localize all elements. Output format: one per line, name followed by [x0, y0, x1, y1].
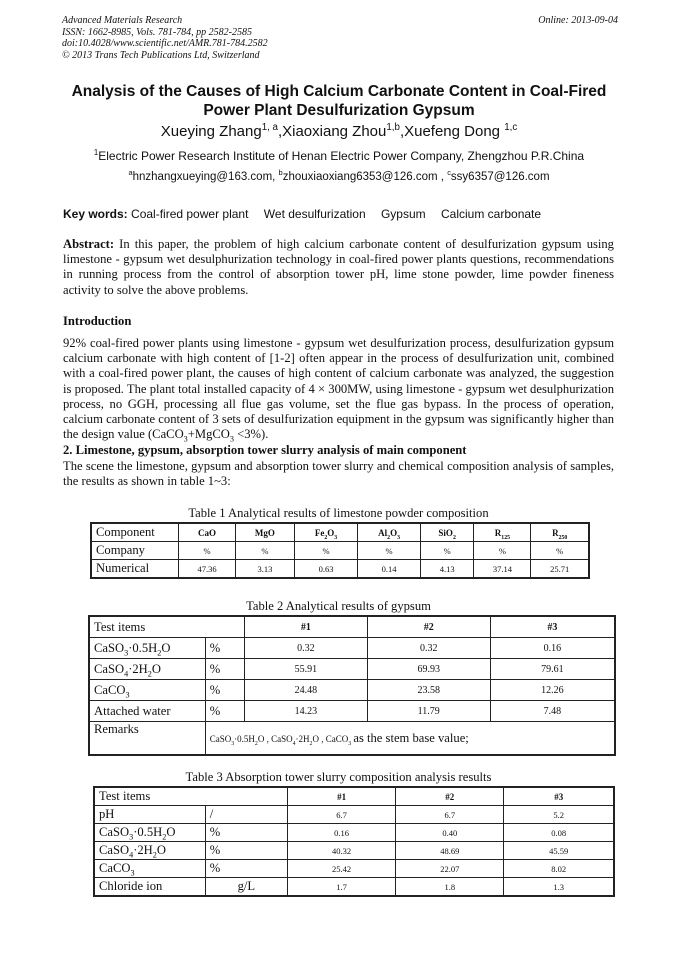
email-link[interactable]: zhouxiaoxiang6353@126.com — [282, 171, 438, 183]
table-cell: % — [474, 542, 531, 560]
table-cell: 6.7 — [288, 806, 396, 824]
remarks-text: as the stem base value; — [353, 730, 469, 745]
row-label: Attached water — [89, 701, 205, 722]
table-cell: $Al_2O_3$ — [358, 523, 421, 542]
table-cell: 23.58 — [367, 680, 490, 701]
row-label: $CaSO_3\cdot 0.5H_2O$ — [94, 824, 205, 842]
remarks-cell: $CaSO_3\cdot 0.5H_2O$ , $CaSO_4\cdot 2H_2O$ , CaCO$_3$ as the stem base value; — [205, 722, 615, 756]
row-label: Numerical — [91, 560, 179, 579]
table-1-caption: Table 1 Analytical results of limestone powder composition — [188, 506, 489, 520]
table-cell: 79.61 — [490, 659, 615, 680]
table-cell: 7.48 — [490, 701, 615, 722]
email-list: $^a$hnzhangxueying@163.com, $^b$zhouxiaoxiang6353@126.com , $^c$ssy6357@126.com — [128, 168, 550, 183]
email-sup: b — [278, 168, 283, 178]
unit-cell: % — [205, 701, 244, 722]
row-label: pH — [94, 806, 205, 824]
unit-cell: % — [205, 860, 287, 878]
abstract — [63, 237, 614, 298]
row-label: CaCO$_3$ — [94, 860, 205, 878]
table-cell: 48.69 — [396, 842, 504, 860]
unit-cell: % — [205, 680, 244, 701]
table-cell: MgO — [236, 523, 295, 542]
email-sup: a — [128, 168, 133, 178]
column-header: Test items — [89, 616, 245, 638]
unit-cell: % — [205, 824, 287, 842]
table-cell: % — [236, 542, 295, 560]
introduction-tail: <3%). — [237, 427, 269, 442]
author-name: Xueying Zhang — [160, 123, 262, 140]
affiliation-sup: 1 — [93, 148, 99, 157]
keyword: Coal-fired power plant — [131, 207, 249, 221]
row-label: $CaSO_4\cdot 2H_2O$ — [89, 659, 205, 680]
table-cell: 4.13 — [420, 560, 474, 579]
unit-cell: % — [205, 638, 244, 659]
table-row — [94, 806, 614, 824]
row-label: CaCO$_3$ — [89, 680, 205, 701]
introduction-text: 92% coal-fired power plants using limestone - gypsum wet desulfurization process, desulfurization gypsum calcium carbonate with high content of [1-2] often appear in the process of desulfurization unit, combined with a coal-fired power plant, the causes of high content of calcium carbonate was analyzed, the suggestion is proposed. The plant total installed capacity of 4 × 300MW, using limestone - gypsum wet desulphurization process, no GGH, processing all flue gas volume, set the flue gas bypass. In the process of operation, calcium carbonate content of 3 sets of desulfurization equipment in the gypsum was significantly higher than the design value (CaCO — [63, 336, 614, 442]
section-heading-introduction: Introduction — [63, 314, 132, 328]
table-2-caption: Table 2 Analytical results of gypsum — [246, 599, 431, 613]
affiliation — [40, 149, 638, 164]
table-cell: 22.07 — [396, 860, 504, 878]
author-name: Xiaoxiang Zhou — [282, 123, 387, 140]
affiliation-text: Electric Power Research Institute of Henan Electric Power Company, Zhengzhou P.R.China — [98, 149, 585, 163]
table-cell: 0.32 — [367, 638, 490, 659]
table-cell: % — [179, 542, 236, 560]
table-cell: 24.48 — [245, 680, 368, 701]
table-cell: 37.14 — [474, 560, 531, 579]
keyword: Gypsum — [380, 207, 426, 221]
table-3 — [93, 786, 615, 897]
column-header: #1 — [245, 616, 368, 638]
table-cell: 0.63 — [294, 560, 358, 579]
title-line-1: Analysis of the Causes of High Calcium Carbonate Content in Coal-Fired — [71, 83, 607, 100]
row-label: $CaSO_3\cdot 0.5H_2O$ — [89, 638, 205, 659]
table-cell: $R_{250}$ — [531, 523, 589, 542]
author-list: Xueying Zhang$^{1, a}$,Xiaoxiang Zhou$^{1,b}$,Xuefeng Dong $^{1,c}$ — [160, 122, 518, 140]
issn-line: ISSN: 1662-8985, Vols. 781-784, pp 2582-2585 — [62, 26, 252, 38]
remarks-label: Remarks — [89, 722, 205, 756]
section-2-paragraph: The scene the limestone, gypsum and absorption tower slurry and chemical composition analysis of samples, the results as shown in table 1~3: — [63, 459, 614, 489]
table-cell: 47.36 — [179, 560, 236, 579]
table-row — [89, 722, 615, 756]
table-cell: 1.3 — [504, 878, 614, 897]
row-label: $CaSO_4\cdot 2H_2O$ — [94, 842, 205, 860]
paper-title — [40, 82, 638, 120]
row-label: Company — [91, 542, 179, 560]
journal-name: Advanced Materials Research — [62, 15, 183, 26]
table-cell: SiO$_2$ — [420, 523, 474, 542]
introduction-paragraph: 92% coal-fired power plants using limestone - gypsum wet desulfurization process, desulfurization gypsum calcium carbonate with high content of [1-2] often appear in the process of desulfurization unit, combined with a coal-fired power plant, the causes of high content of calcium carbonate was analyzed, the suggestion is proposed. The plant total installed capacity of 4 × 300MW, using limestone - gypsum wet desulphurization process, no GGH, processing all flue gas volume, set the flue gas bypass. In the process of operation, calcium carbonate content of 3 sets of desulfurization equipment in the gypsum was significantly higher than the design value (CaCO$_3$+MgCO$_3$ <3%). — [63, 336, 614, 444]
author-sup: 1,b — [386, 122, 400, 133]
table-cell: 45.59 — [504, 842, 614, 860]
table-cell: % — [294, 542, 358, 560]
email-link[interactable]: ssy6357@126.com — [450, 171, 550, 183]
table-cell: 0.14 — [358, 560, 421, 579]
table-cell: 8.02 — [504, 860, 614, 878]
journal-header — [62, 15, 618, 61]
table-cell: % — [531, 542, 589, 560]
table-cell: 3.13 — [236, 560, 295, 579]
author-sup: 1, a — [261, 122, 278, 133]
table-cell: 0.32 — [245, 638, 368, 659]
table-cell: 0.08 — [504, 824, 614, 842]
table-header-row — [94, 787, 614, 806]
email-link[interactable]: hnzhangxueying@163.com — [132, 171, 273, 183]
table-cell: 6.7 — [396, 806, 504, 824]
table-cell: 12.26 — [490, 680, 615, 701]
table-cell: 0.16 — [288, 824, 396, 842]
author-name: Xuefeng Dong — [404, 123, 501, 140]
table-cell: 0.16 — [490, 638, 615, 659]
column-header: #1 — [288, 787, 396, 806]
table-cell: 69.93 — [367, 659, 490, 680]
row-label: Chloride ion — [94, 878, 205, 897]
table-row — [91, 523, 589, 542]
table-cell: 25.42 — [288, 860, 396, 878]
table-cell: 55.91 — [245, 659, 368, 680]
online-date: Online: 2013-09-04 — [538, 15, 618, 26]
table-row — [91, 560, 589, 579]
title-line-2: Power Plant Desulfurization Gypsum — [203, 102, 475, 119]
section-heading-2: 2. Limestone, gypsum, absorption tower slurry analysis of main component — [63, 443, 467, 457]
table-row — [89, 680, 615, 701]
unit-cell: g/L — [205, 878, 287, 897]
table-row — [89, 638, 615, 659]
author-sup: 1,c — [504, 122, 518, 133]
table-row — [94, 824, 614, 842]
table-cell: 5.2 — [504, 806, 614, 824]
table-header-row — [89, 616, 615, 638]
table-row — [91, 542, 589, 560]
keywords-label: Key words: — [63, 207, 128, 221]
table-cell: 14.23 — [245, 701, 368, 722]
table-1 — [90, 522, 590, 579]
row-label: Component — [91, 523, 179, 542]
column-header: #2 — [396, 787, 504, 806]
table-cell: $Fe_2O_3$ — [294, 523, 358, 542]
table-cell: % — [358, 542, 421, 560]
column-header: Test items — [94, 787, 288, 806]
table-cell: 25.71 — [531, 560, 589, 579]
column-header: #3 — [490, 616, 615, 638]
copyright-line: © 2013 Trans Tech Publications Ltd, Switzerland — [62, 49, 260, 61]
table-row — [89, 659, 615, 680]
unit-cell: % — [205, 842, 287, 860]
unit-cell: / — [205, 806, 287, 824]
doi-line: doi:10.4028/www.scientific.net/AMR.781-784.2582 — [62, 38, 268, 49]
table-3-caption: Table 3 Absorption tower slurry composition analysis results — [185, 770, 492, 784]
column-header: #3 — [504, 787, 614, 806]
keyword: Calcium carbonate — [441, 207, 542, 221]
table-cell: % — [420, 542, 474, 560]
abstract-label: Abstract: — [63, 237, 115, 251]
table-cell: $R_{125}$ — [474, 523, 531, 542]
table-cell: CaO — [179, 523, 236, 542]
table-cell: 11.79 — [367, 701, 490, 722]
unit-cell: % — [205, 659, 244, 680]
table-row — [94, 842, 614, 860]
email-sup: c — [447, 168, 451, 178]
column-header: #2 — [367, 616, 490, 638]
keyword: Wet desulfurization — [263, 207, 366, 221]
abstract-text: In this paper, the problem of high calcium carbonate content of desulfurization gypsum using limestone - gypsum wet desulphurization technology in coal-fired power plants questions, recommendations in running process from the control of absorption tower pH, lime stone powder, lime powder fineness activity to solve the above problems. — [63, 237, 614, 297]
table-row — [94, 860, 614, 878]
keywords — [63, 207, 619, 221]
table-cell: 1.8 — [396, 878, 504, 897]
table-row — [89, 701, 615, 722]
table-cell: 0.40 — [396, 824, 504, 842]
table-cell: 40.32 — [288, 842, 396, 860]
table-cell: 1.7 — [288, 878, 396, 897]
table-2 — [88, 615, 616, 756]
table-row — [94, 878, 614, 897]
